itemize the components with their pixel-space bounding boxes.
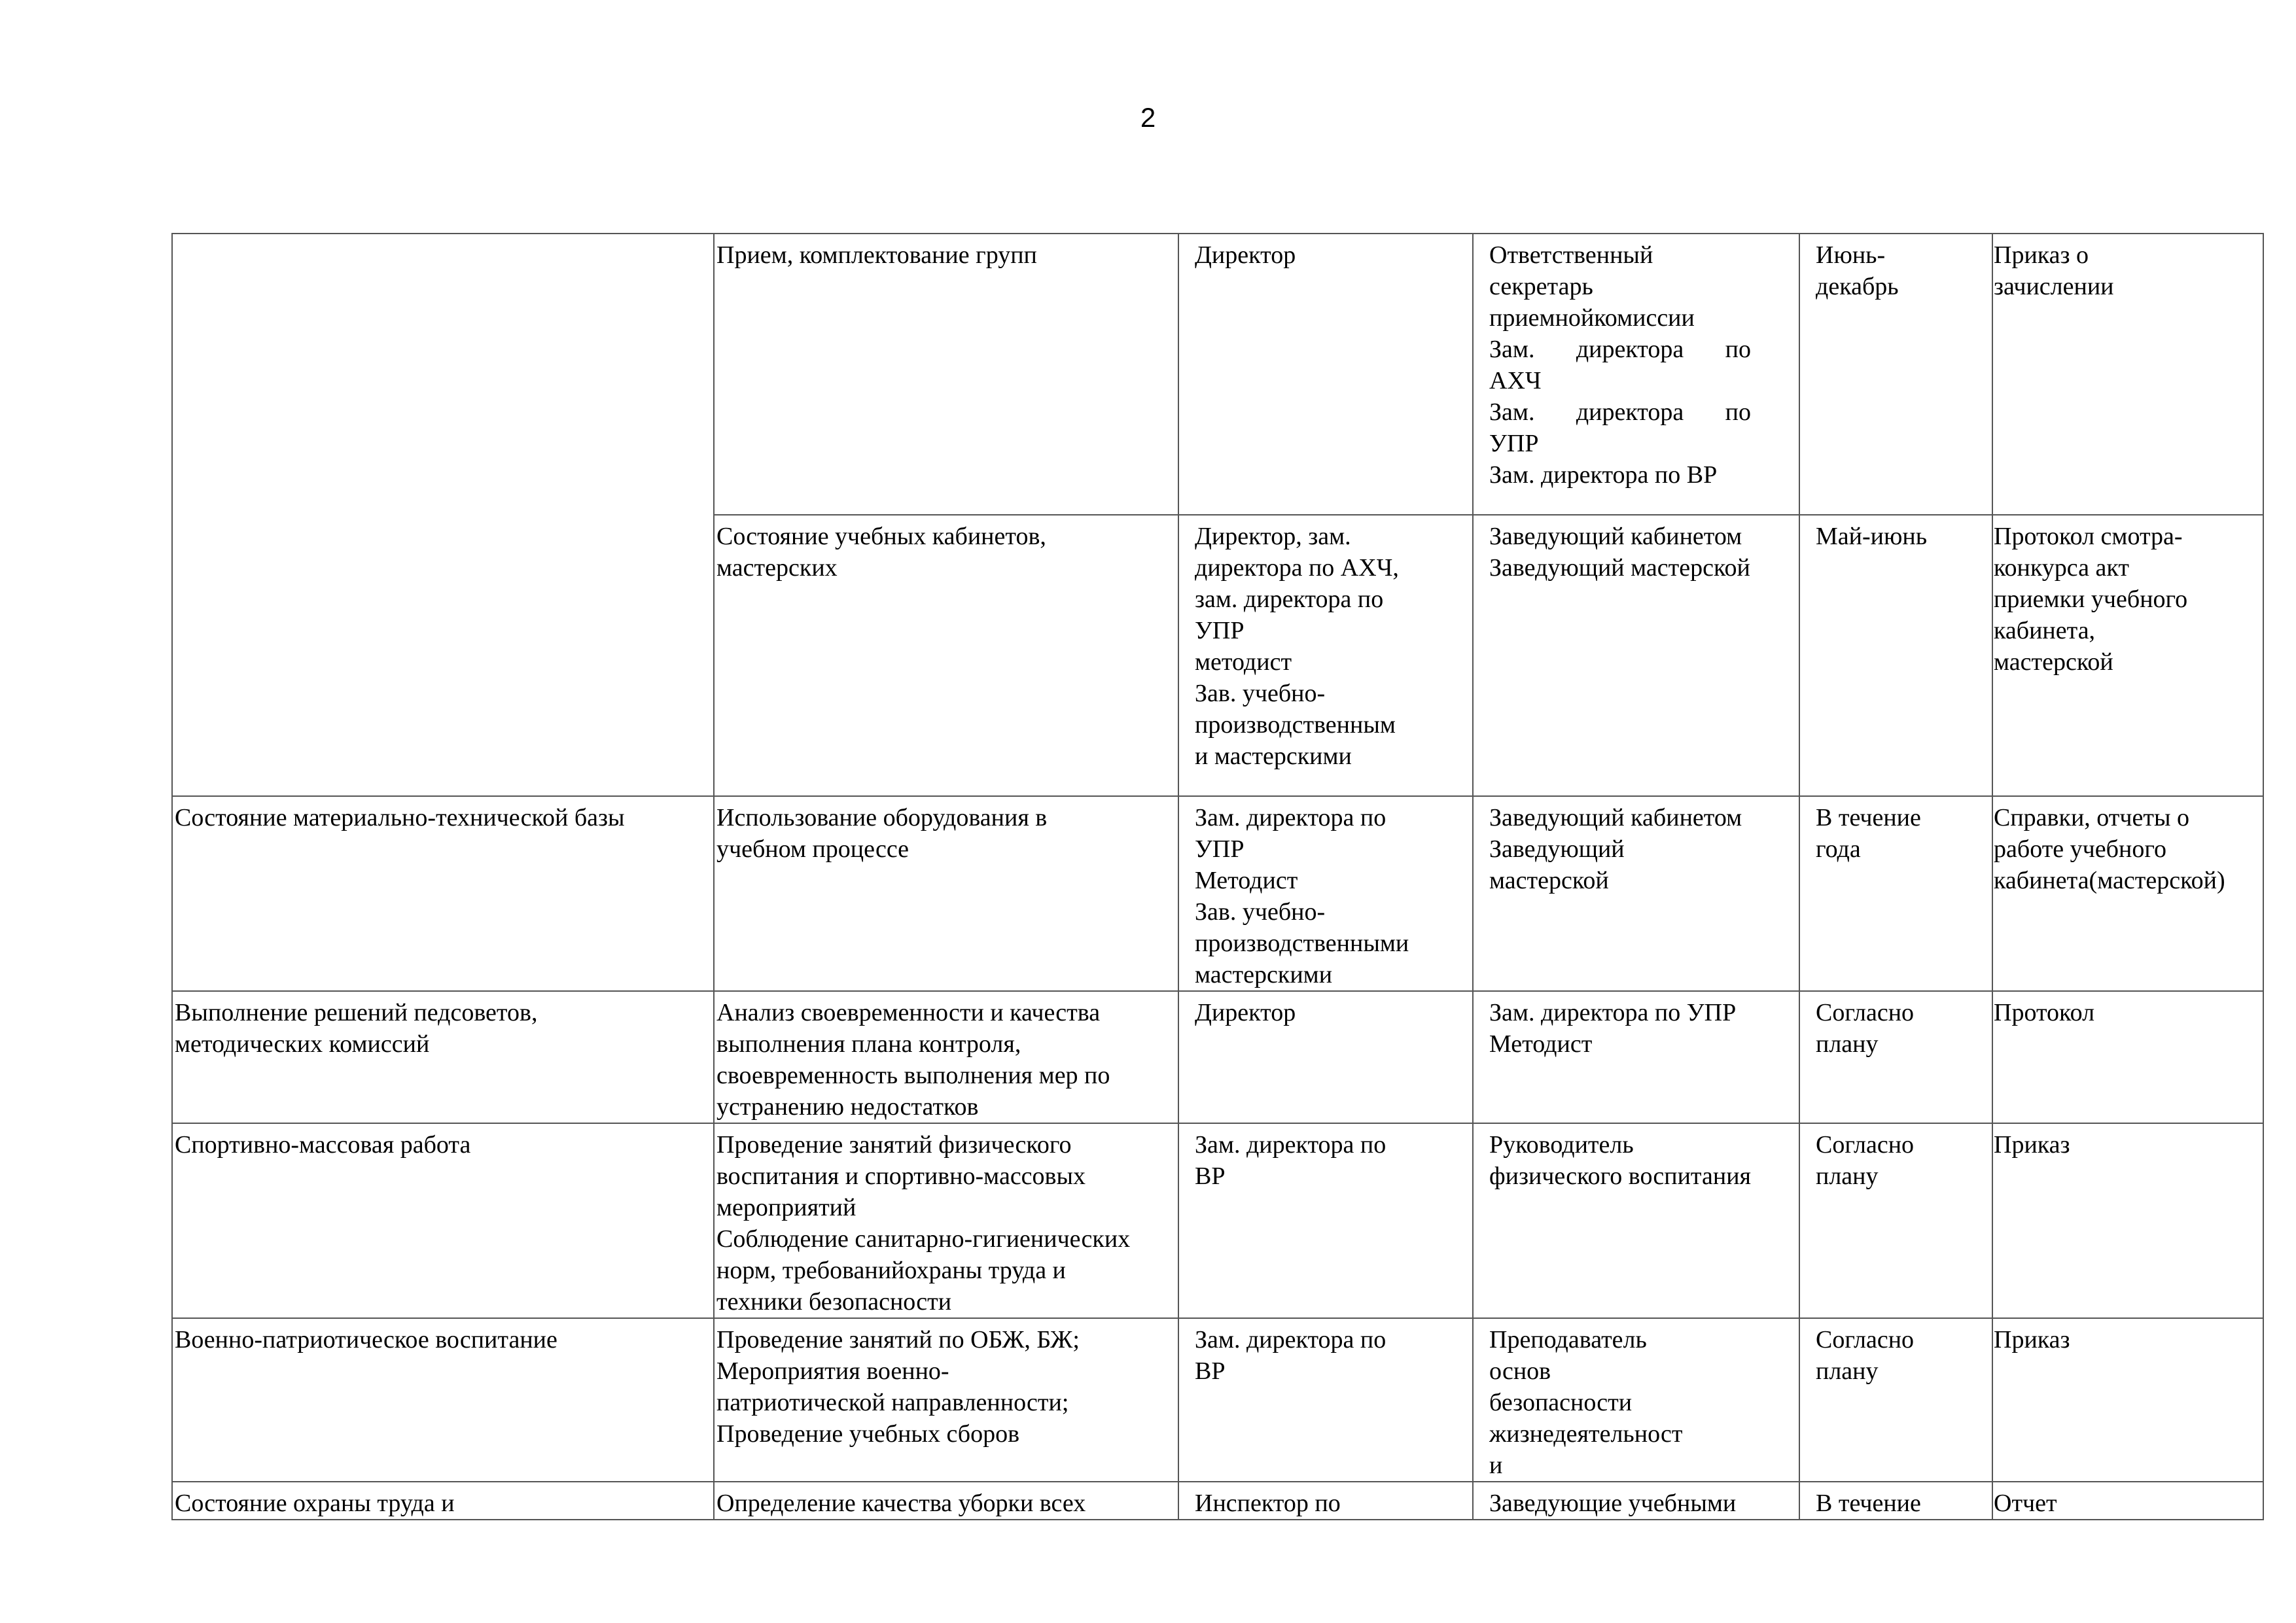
cell-text: Использование оборудования в (716, 804, 1048, 831)
cell-text: Военно-патриотическое воспитание (175, 1326, 557, 1353)
cell-text: конкурса акт (1994, 554, 2129, 582)
controller-cell (1178, 515, 1473, 796)
control-content-cell (714, 1318, 1178, 1482)
period-cell (1799, 1123, 1992, 1318)
controller-cell (1178, 234, 1473, 515)
cell-text: Состояние охраны труда и (175, 1490, 455, 1517)
cell-text: Зав. учебно- (1195, 680, 1326, 707)
cell-text: Приказ о (1994, 241, 2089, 269)
cell-text: норм, требованийохраны труда и (716, 1257, 1066, 1284)
cell-text: Спортивно-массовая работа (175, 1131, 471, 1159)
period-cell (1799, 234, 1992, 515)
cell-text: воспитания и спортивно-массовых (716, 1162, 1086, 1190)
cell-text: ВР (1195, 1357, 1226, 1385)
cell-text: Зам. директора по (1195, 1326, 1386, 1353)
cell-text: Анализ своевременности и качества (716, 999, 1101, 1026)
control-plan-table (171, 233, 2264, 1520)
responsible-cell (1473, 991, 1799, 1123)
cell-text: УПР (1195, 617, 1245, 644)
cell-text: Определение качества уборки всех (716, 1490, 1086, 1517)
cell-text: Директор (1195, 241, 1296, 269)
cell-text: патриотической направленности; (716, 1389, 1069, 1416)
cell-text (1489, 334, 1751, 365)
cell-text (1489, 396, 1751, 428)
cell-text: Приказ (1994, 1326, 2070, 1353)
cell-text: Зам. директора по ВР (1489, 461, 1718, 489)
control-object-cell (172, 796, 714, 991)
table-row (172, 1123, 2263, 1318)
cell-text: приемки учебного (1994, 585, 2188, 613)
responsible-cell (1473, 515, 1799, 796)
cell-text: своевременность выполнения мер по (716, 1062, 1110, 1089)
cell-text: методических комиссий (175, 1030, 430, 1058)
cell-word: по (1725, 398, 1751, 426)
cell-text: Проведение учебных сборов (716, 1420, 1020, 1448)
table-row (172, 1482, 2263, 1520)
controller-cell (1178, 1123, 1473, 1318)
cell-text: Заведующие учебными (1489, 1490, 1737, 1517)
cell-text: методист (1195, 648, 1292, 676)
period-cell (1799, 796, 1992, 991)
cell-text: мастерских (716, 554, 838, 582)
cell-text: производственным (1195, 711, 1396, 739)
cell-text: мероприятий (716, 1194, 857, 1221)
cell-text: Состояние материально-технической базы (175, 804, 625, 831)
cell-text: Зам. директора по УПР (1489, 999, 1737, 1026)
cell-text: Отчет (1994, 1490, 2057, 1517)
control-object-cell (172, 234, 714, 796)
cell-text: Заведующий мастерской (1489, 554, 1750, 582)
cell-text: производственными (1195, 930, 1409, 957)
cell-text: кабинета, (1994, 617, 2096, 644)
cell-word: директора (1576, 336, 1684, 363)
cell-text: выполнения плана контроля, (716, 1030, 1021, 1058)
cell-text: ВР (1195, 1162, 1226, 1190)
table-row (172, 1318, 2263, 1482)
cell-text: Инспектор по (1195, 1490, 1341, 1517)
controller-cell (1178, 796, 1473, 991)
cell-text: Соблюдение санитарно-гигиенических (716, 1225, 1131, 1253)
cell-text: Протокол (1994, 999, 2095, 1026)
control-content-cell (714, 234, 1178, 515)
cell-text: плану (1816, 1357, 1879, 1385)
cell-text: Зам. директора по (1195, 804, 1386, 831)
cell-text: В течение (1816, 804, 1921, 831)
cell-text: года (1816, 835, 1861, 863)
cell-text: Май-июнь (1816, 523, 1928, 550)
responsible-cell (1473, 1318, 1799, 1482)
cell-text: Состояние учебных кабинетов, (716, 523, 1046, 550)
cell-text: декабрь (1816, 273, 1899, 300)
cell-text: техники безопасности (716, 1288, 952, 1316)
cell-text: мастерской (1489, 867, 1609, 894)
period-cell (1799, 515, 1992, 796)
cell-text: учебном процессе (716, 835, 910, 863)
cell-text: В течение (1816, 1490, 1921, 1517)
result-cell (1992, 234, 2263, 515)
control-content-cell (714, 796, 1178, 991)
control-object-cell (172, 991, 714, 1123)
cell-text: директора по АХЧ, (1195, 554, 1399, 582)
cell-text: безопасности (1489, 1389, 1633, 1416)
cell-text: плану (1816, 1030, 1879, 1058)
cell-text: Зав. учебно- (1195, 898, 1326, 926)
cell-text: Июнь- (1816, 241, 1886, 269)
cell-text: Директор (1195, 999, 1296, 1026)
cell-text: основ (1489, 1357, 1551, 1385)
cell-text: зам. директора по (1195, 585, 1384, 613)
table-body (172, 234, 2263, 1520)
cell-word: Зам. (1489, 336, 1535, 363)
table-row (172, 796, 2263, 991)
cell-text: секретарь (1489, 273, 1593, 300)
responsible-cell (1473, 1123, 1799, 1318)
controller-cell (1178, 1482, 1473, 1520)
cell-text: Преподаватель (1489, 1326, 1647, 1353)
period-cell (1799, 991, 1992, 1123)
control-object-cell (172, 1123, 714, 1318)
result-cell (1992, 1123, 2263, 1318)
period-cell (1799, 1482, 1992, 1520)
table-row (172, 991, 2263, 1123)
cell-text: физического воспитания (1489, 1162, 1752, 1190)
responsible-cell (1473, 234, 1799, 515)
cell-text: Заведующий кабинетом (1489, 523, 1742, 550)
result-cell (1992, 991, 2263, 1123)
cell-text: Заведующий кабинетом (1489, 804, 1742, 831)
period-cell (1799, 1318, 1992, 1482)
cell-text: Выполнение решений педсоветов, (175, 999, 538, 1026)
cell-text: мастерской (1994, 648, 2113, 676)
result-cell (1992, 1482, 2263, 1520)
cell-word: по (1725, 336, 1751, 363)
cell-word: Зам. (1489, 398, 1535, 426)
cell-text: АХЧ (1489, 367, 1542, 394)
control-content-cell (714, 1482, 1178, 1520)
responsible-cell (1473, 796, 1799, 991)
cell-text: УПР (1195, 835, 1245, 863)
cell-text: Директор, зам. (1195, 523, 1351, 550)
control-content-cell (714, 515, 1178, 796)
control-content-cell (714, 1123, 1178, 1318)
cell-text: Методист (1489, 1030, 1593, 1058)
cell-text: и (1489, 1452, 1503, 1479)
cell-text: Справки, отчеты о (1994, 804, 2190, 831)
cell-text: Проведение занятий физического (716, 1131, 1072, 1159)
result-cell (1992, 1318, 2263, 1482)
cell-text: зачислении (1994, 273, 2114, 300)
cell-text: Согласно (1816, 999, 1915, 1026)
cell-text: УПР (1489, 430, 1539, 457)
cell-text: кабинета(мастерской) (1994, 867, 2225, 894)
controller-cell (1178, 991, 1473, 1123)
cell-text: Ответственный (1489, 241, 1653, 269)
cell-text: жизнедеятельност (1489, 1420, 1683, 1448)
control-content-cell (714, 991, 1178, 1123)
cell-text: мастерскими (1195, 961, 1333, 988)
control-object-cell (172, 1318, 714, 1482)
cell-text: Прием, комплектование групп (716, 241, 1037, 269)
control-object-cell (172, 1482, 714, 1520)
cell-text: и мастерскими (1195, 742, 1352, 770)
cell-text: плану (1816, 1162, 1879, 1190)
cell-text: Протокол смотра- (1994, 523, 2183, 550)
page-number: 2 (1140, 102, 1156, 133)
cell-text: Руководитель (1489, 1131, 1634, 1159)
table-row (172, 234, 2263, 515)
responsible-cell (1473, 1482, 1799, 1520)
result-cell (1992, 515, 2263, 796)
result-cell (1992, 796, 2263, 991)
cell-text: Согласно (1816, 1326, 1915, 1353)
cell-text: Проведение занятий по ОБЖ, БЖ; (716, 1326, 1080, 1353)
cell-text: приемнойкомиссии (1489, 304, 1695, 332)
cell-text: Методист (1195, 867, 1298, 894)
controller-cell (1178, 1318, 1473, 1482)
cell-text: Мероприятия военно- (716, 1357, 949, 1385)
cell-text: работе учебного (1994, 835, 2166, 863)
cell-text: Приказ (1994, 1131, 2070, 1159)
cell-text: устранению недостатков (716, 1093, 979, 1121)
cell-word: директора (1576, 398, 1684, 426)
cell-text: Согласно (1816, 1131, 1915, 1159)
cell-text: Заведующий (1489, 835, 1625, 863)
cell-text: Зам. директора по (1195, 1131, 1386, 1159)
